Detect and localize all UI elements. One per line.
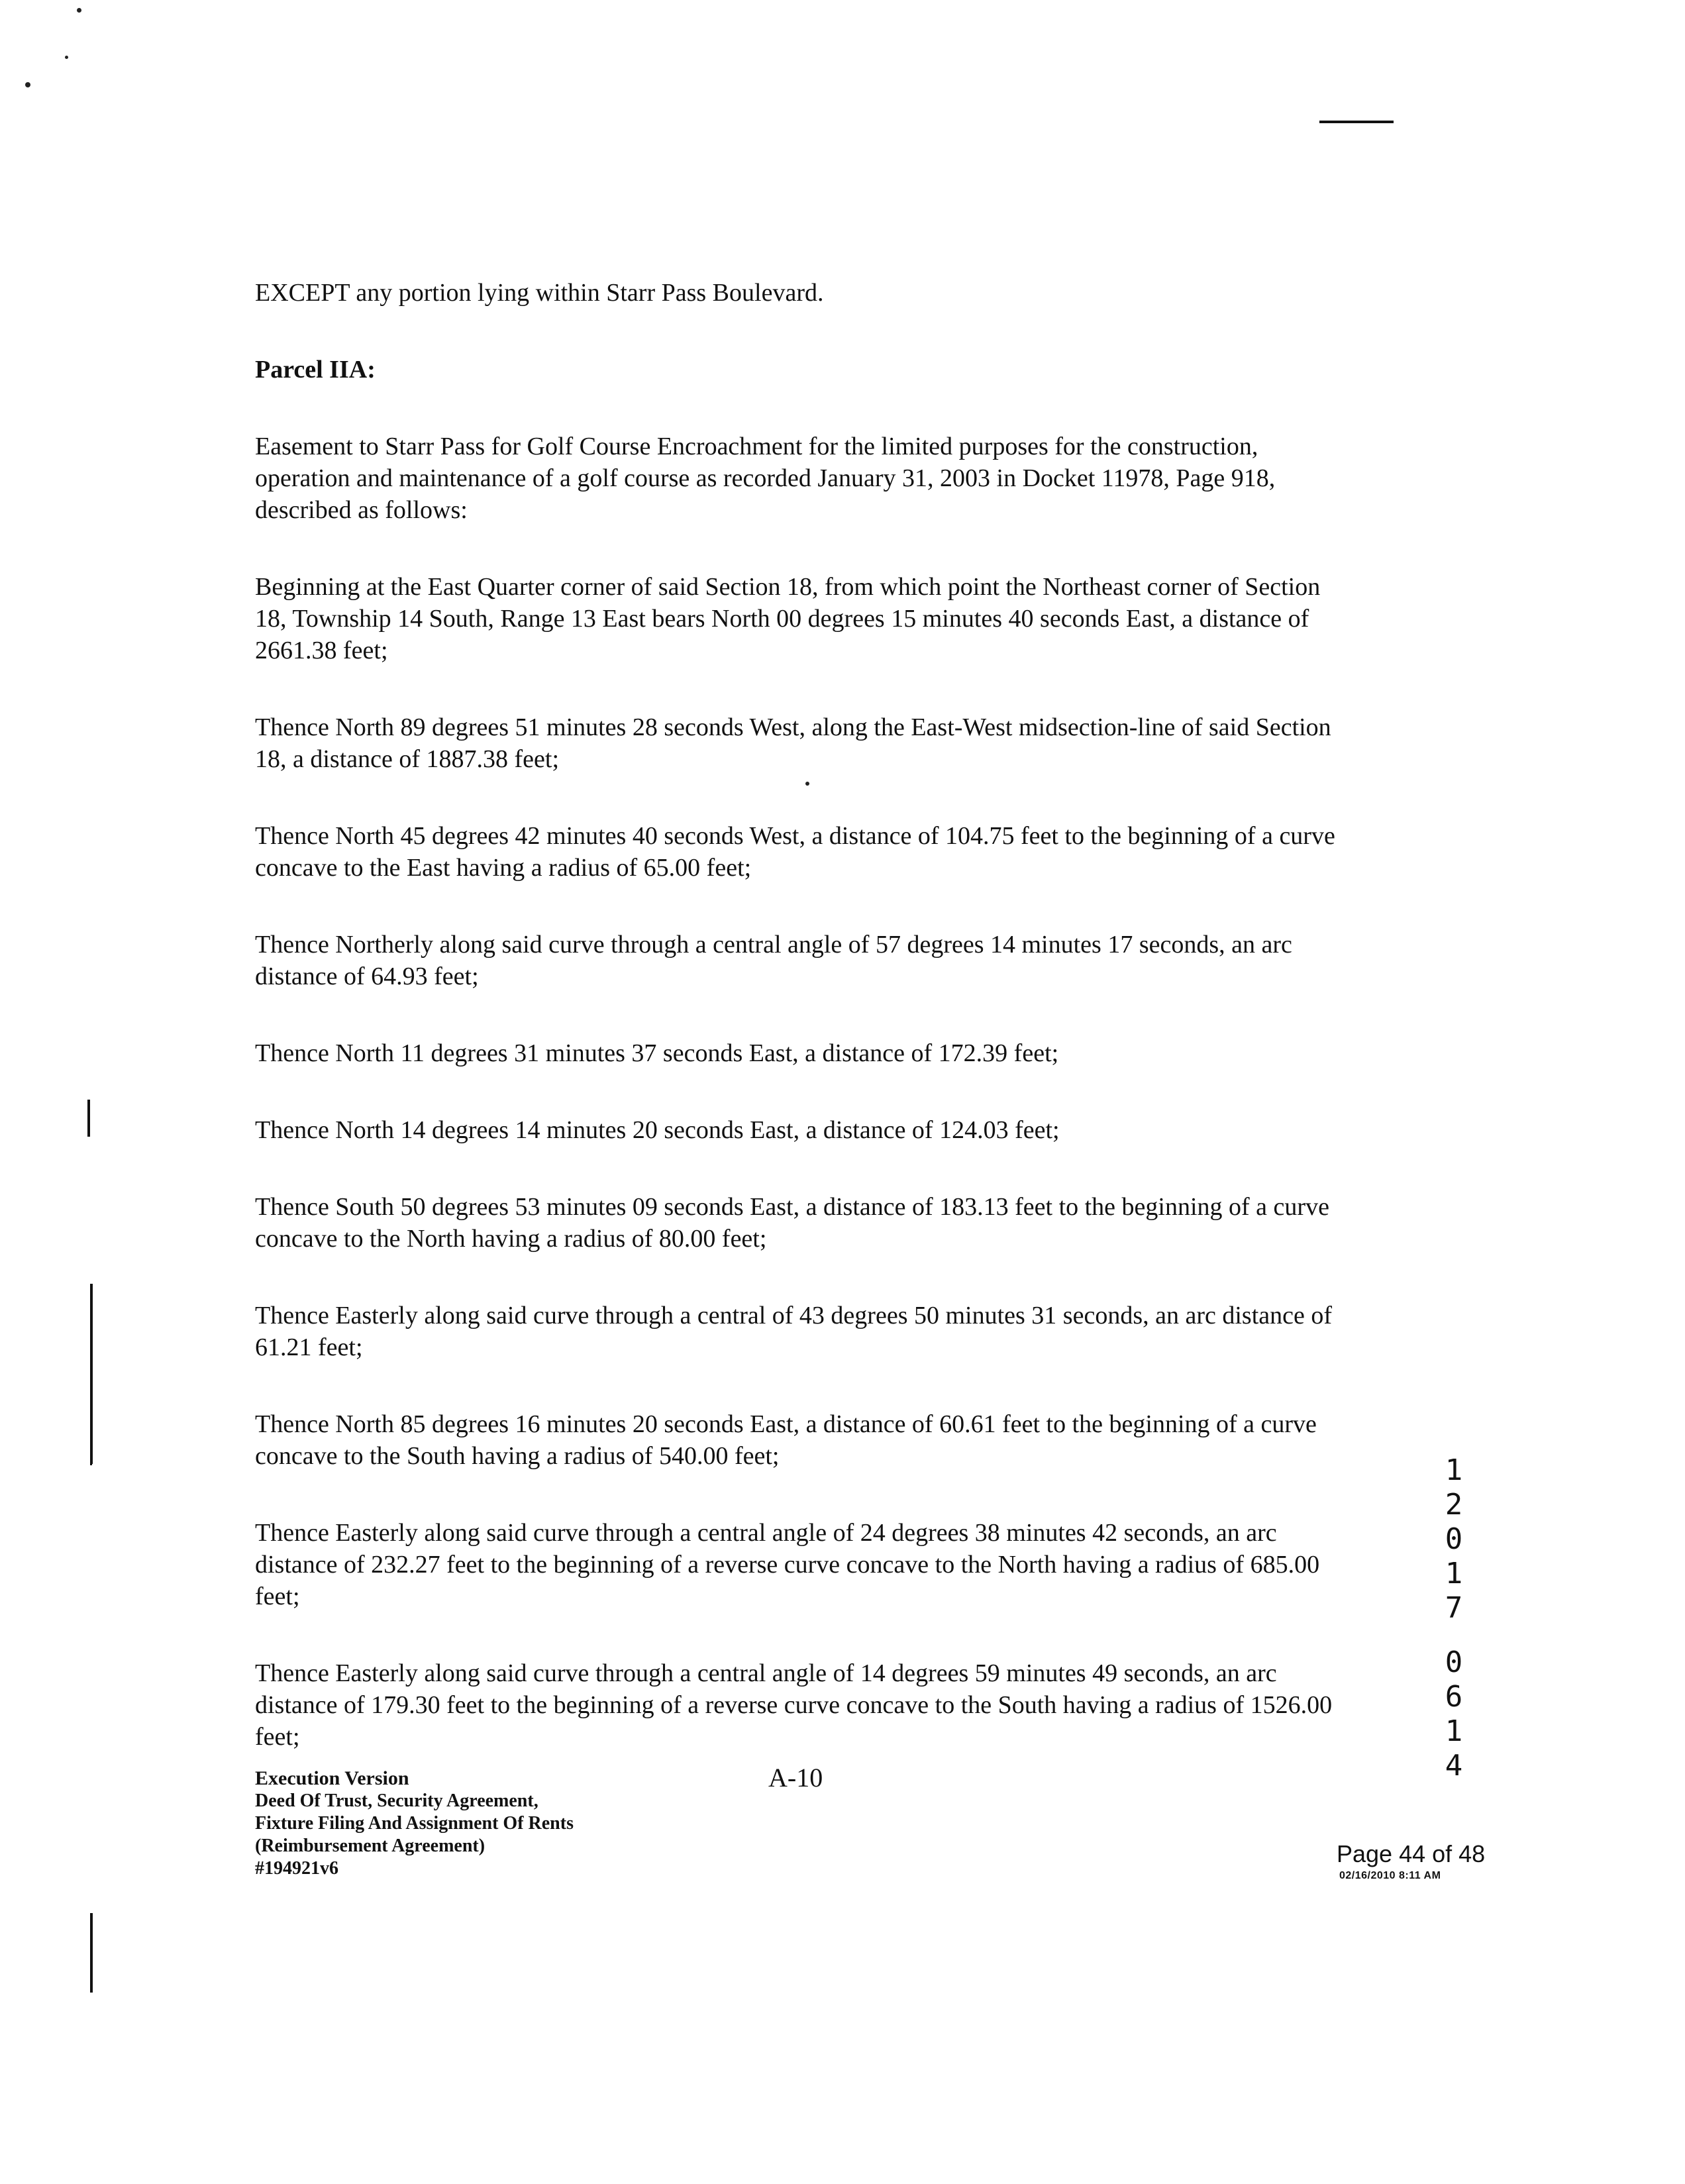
paragraph-course: Thence North 85 degrees 16 minutes 20 seconds East, a distance of 60.61 feet to the beginning of a curve concave to the South having a radius of 540.00 feet; — [255, 1410, 1317, 1470]
margin-mark — [90, 1433, 92, 1465]
margin-mark — [90, 1913, 93, 1993]
paragraph-except: EXCEPT any portion lying within Starr Pass Boulevard. — [255, 279, 824, 307]
footer-document-info — [255, 1767, 574, 1880]
heading-parcel-iia: Parcel IIA: — [255, 356, 376, 384]
footer-title-line: (Reimbursement Agreement) — [255, 1836, 485, 1856]
top-rule — [1319, 121, 1394, 123]
paragraph-course: Thence Easterly along said curve through a central angle of 14 degrees 59 minutes 49 seconds, an arc distance of 179.30 feet to the beginning of a reverse curve concave to the South having a radius of 1526.00 feet; — [255, 1659, 1333, 1751]
margin-mark — [87, 1100, 90, 1137]
recording-number — [1437, 1453, 1470, 1783]
recording-gap — [1437, 1626, 1470, 1645]
scan-speck — [65, 56, 68, 59]
footer-title-line: Fixture Filing And Assignment Of Rents — [255, 1813, 574, 1834]
recording-digit: 1 — [1445, 1557, 1463, 1590]
recording-digit: 0 — [1445, 1645, 1463, 1679]
timestamp: 02/16/2010 8:11 AM — [1339, 1870, 1441, 1881]
recording-digit: 7 — [1445, 1591, 1463, 1625]
footer-title-line: Deed Of Trust, Security Agreement, — [255, 1791, 538, 1811]
recording-digit: 2 — [1445, 1488, 1463, 1522]
footer-page-label: A-10 — [768, 1763, 823, 1793]
page-count: Page 44 of 48 — [1337, 1840, 1486, 1867]
paragraph-course: Thence North 45 degrees 42 minutes 40 seconds West, a distance of 104.75 feet to the beginning of a curve concave to the East having a radius of 65.00 feet; — [255, 822, 1335, 882]
paragraph-course: Thence North 11 degrees 31 minutes 37 seconds East, a distance of 172.39 feet; — [255, 1039, 1059, 1067]
recording-digit: 4 — [1445, 1749, 1463, 1783]
recording-digit: 1 — [1445, 1453, 1463, 1487]
scan-speck — [25, 82, 30, 87]
recording-digit: 1 — [1445, 1714, 1463, 1748]
paragraph-course: Thence North 89 degrees 51 minutes 28 seconds West, along the East-West midsection-line of said Section 18, a distance of 1887.38 feet; — [255, 713, 1331, 773]
recording-digit: 6 — [1445, 1680, 1463, 1714]
paragraph-easement: Easement to Starr Pass for Golf Course Encroachment for the limited purposes for the construction, operation and maintenance of a golf course as recorded January 31, 2003 in Docket 11978, Page 918, described as follows: — [255, 433, 1276, 524]
footer-version: Execution Version — [255, 1767, 409, 1789]
scan-speck — [77, 8, 81, 13]
paragraph-course: Thence South 50 degrees 53 minutes 09 seconds East, a distance of 183.13 feet to the beginning of a curve concave to the North having a radius of 80.00 feet; — [255, 1193, 1329, 1253]
paragraph-course: Thence Easterly along said curve through a central angle of 24 degrees 38 minutes 42 seconds, an arc distance of 232.27 feet to the beginning of a reverse curve concave to the North having a radius of 685.00 feet; — [255, 1519, 1320, 1610]
paragraph-course: Thence North 14 degrees 14 minutes 20 seconds East, a distance of 124.03 feet; — [255, 1116, 1060, 1144]
document-body — [255, 277, 1354, 1753]
paragraph-beginning: Beginning at the East Quarter corner of said Section 18, from which point the Northeast corner of Section 18, Township 14 South, Range 13 East bears North 00 degrees 15 minutes 40 seconds East, a distance of 2661.38 feet; — [255, 573, 1321, 664]
footer-doc-number: #194921v6 — [255, 1858, 338, 1879]
recording-digit: 0 — [1445, 1522, 1463, 1556]
paragraph-course: Thence Easterly along said curve through a central of 43 degrees 50 minutes 31 seconds, an arc distance of 61.21 feet; — [255, 1302, 1333, 1361]
paragraph-course: Thence Northerly along said curve through a central angle of 57 degrees 14 minutes 17 seconds, an arc distance of 64.93 feet; — [255, 931, 1292, 990]
